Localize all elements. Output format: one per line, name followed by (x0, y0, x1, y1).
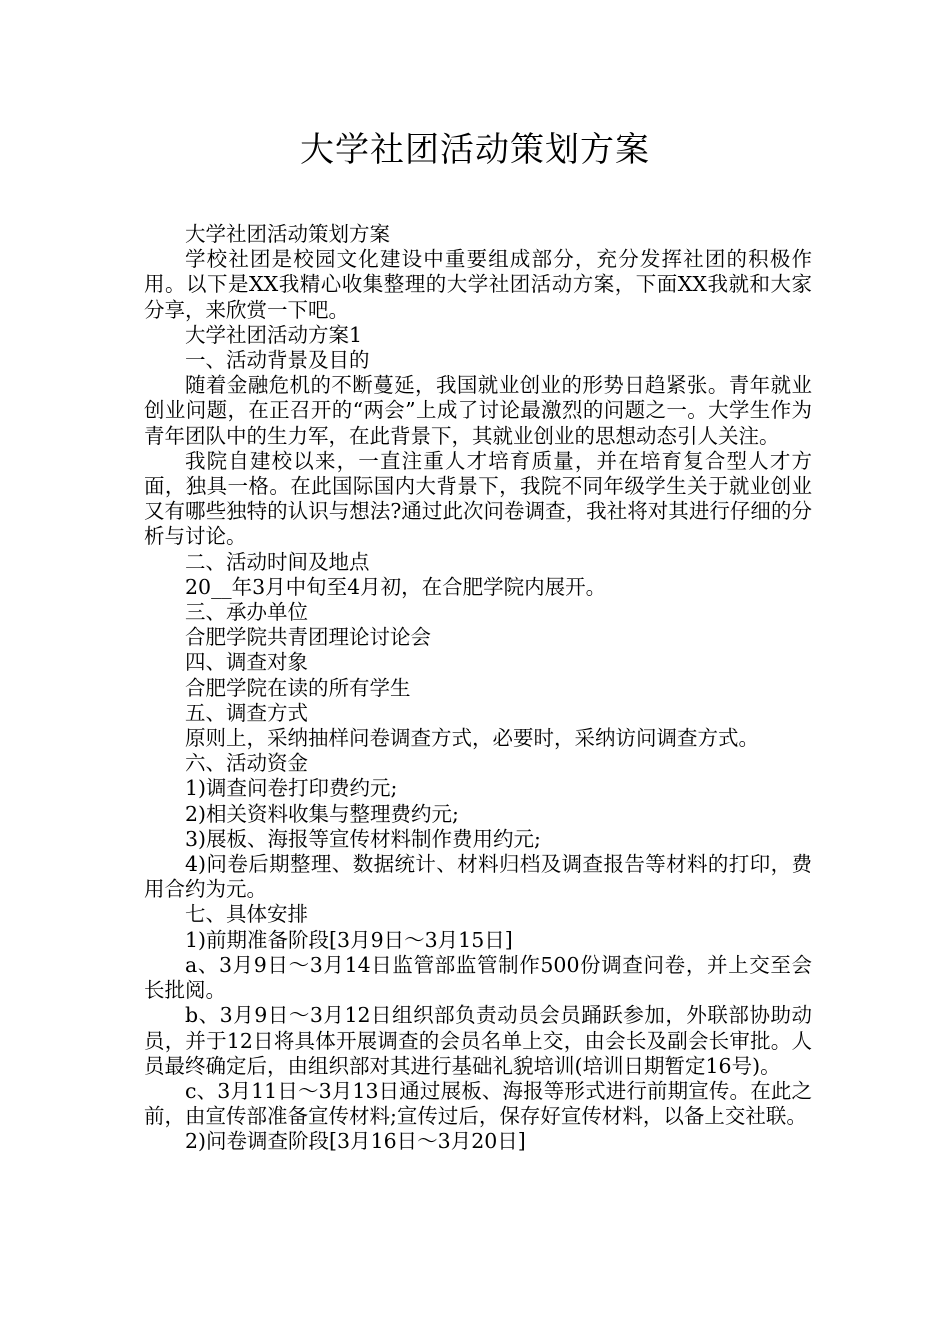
subheading-preparation-stage: 1)前期准备阶段[3月9日～3月15日] (185, 927, 513, 952)
section-heading-method: 五、调查方式 (185, 700, 308, 725)
paragraph-doc-heading: 大学社团活动策划方案 (185, 222, 390, 246)
section-heading-schedule: 七、具体安排 (185, 902, 308, 927)
subheading-survey-stage: 2)问卷调查阶段[3月16日～3月20日] (185, 1129, 526, 1154)
list-item-funding-1: 1)调查问卷打印费约元; (185, 776, 398, 801)
section-heading-subjects: 四、调查对象 (185, 650, 308, 675)
list-item-funding-4: 4)问卷后期整理、数据统计、材料归档及调查报告等材料的打印，费用合约为元。 (144, 852, 812, 902)
section-heading-organizer: 三、承办单位 (185, 600, 308, 625)
list-item-funding-2: 2)相关资料收集与整理费约元; (185, 801, 459, 826)
document-title: 大学社团活动策划方案 (300, 130, 650, 170)
paragraph-plan-heading: 大学社团活动方案1 (185, 322, 363, 347)
paragraph-method: 原则上，采纳抽样问卷调查方式，必要时，采纳访问调查方式。 (185, 726, 759, 751)
document-body (144, 222, 812, 1155)
list-item-preparation-a: a、3月9日～3月14日监管部监管制作500份调查问卷，并上交至会长批阅。 (144, 952, 812, 1003)
list-item-funding-3: 3)展板、海报等宣传材料制作费用约元; (185, 826, 541, 851)
paragraph-background-2: 我院自建校以来，一直注重人才培育质量，并在培育复合型人才方面，独具一格。在此国际国内大背景下，我院不同年级学生关于就业创业又有哪些独特的认识与想法?通过此次问卷调查，我社将对其进行仔细的分析与讨论。 (144, 448, 812, 549)
section-heading-time-place: 二、活动时间及地点 (185, 549, 370, 574)
paragraph-organizer: 合肥学院共青团理论讨论会 (185, 625, 431, 650)
paragraph-subjects: 合肥学院在读的所有学生 (185, 675, 411, 700)
section-heading-funding: 六、活动资金 (185, 751, 308, 776)
list-item-preparation-b: b、3月9日～3月12日组织部负责动员会员踊跃参加，外联部协助动员，并于12日将具体开展调查的会员名单上交，由会长及副会长审批。人员最终确定后，由组织部对其进行基础礼貌培训(培训日期暂定16号)。 (144, 1003, 812, 1078)
paragraph-time-place: 20__年3月中旬至4月初，在合肥学院内展开。 (185, 574, 607, 599)
paragraph-intro: 学校社团是校园文化建设中重要组成部分，充分发挥社团的积极作用。以下是XX我精心收集整理的大学社团活动方案，下面XX我就和大家分享，来欣赏一下吧。 (144, 247, 812, 322)
section-heading-background: 一、活动背景及目的 (185, 348, 370, 373)
paragraph-background-1: 随着金融危机的不断蔓延，我国就业创业的形势日趋紧张。青年就业创业问题，在正召开的“两会”上成了讨论最激烈的问题之一。大学生作为青年团队中的生力军，在此背景下，其就业创业的思想动态引人关注。 (144, 373, 812, 448)
list-item-preparation-c: c、3月11日～3月13日通过展板、海报等形式进行前期宣传。在此之前，由宣传部准备宣传材料;宣传过后，保存好宣传材料，以备上交社联。 (144, 1078, 812, 1129)
